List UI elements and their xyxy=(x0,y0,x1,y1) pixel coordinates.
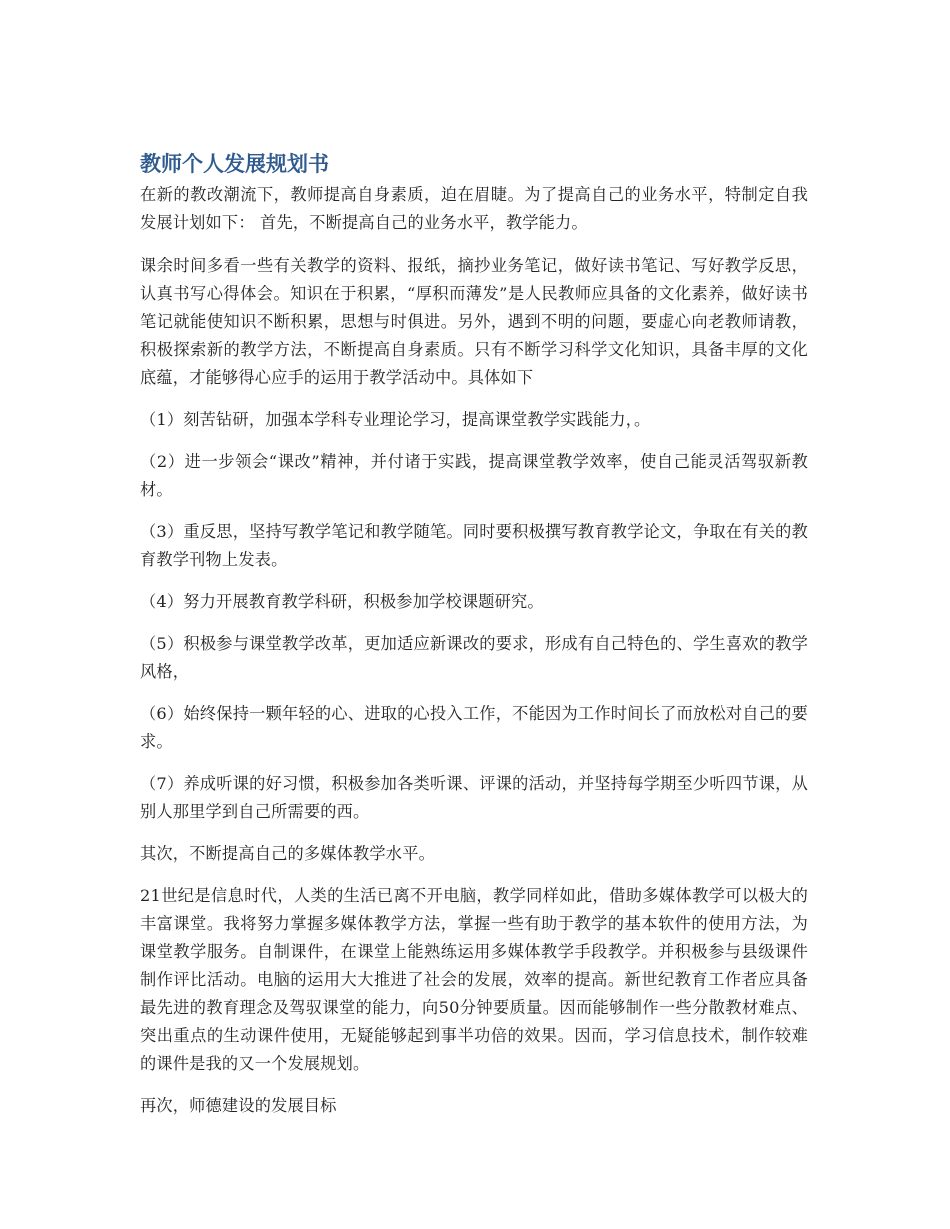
ethics-heading: 再次，师德建设的发展目标 xyxy=(140,1096,337,1115)
document-page xyxy=(140,150,808,1134)
list-item-1: （1）刻苦钻研，加强本学科专业理论学习，提高课堂教学实践能力，。 xyxy=(140,410,651,429)
list-item-7: （7）养成听课的好习惯，积极参加各类听课、评课的活动，并坚持每学期至少听四节课，从别人那里学到自己所需要的西。 xyxy=(140,774,808,821)
list-item-5: （5）积极参与课堂教学改革，更加适应新课改的要求，形成有自己特色的、学生喜欢的教学风格， xyxy=(140,634,808,681)
list-item-2: （2）进一步领会“课改”精神，并付诸于实践，提高课堂教学效率，使自己能灵活驾驭新教材。 xyxy=(140,452,808,499)
list-item-3: （3）重反思，坚持写教学笔记和教学随笔。同时要积极撰写教育教学论文，争取在有关的教育教学刊物上发表。 xyxy=(140,522,808,569)
document-title: 教师个人发展规划书 xyxy=(140,152,329,176)
multimedia-heading: 其次，不断提高自己的多媒体教学水平。 xyxy=(140,844,435,863)
list-item-6: （6）始终保持一颗年轻的心、进取的心投入工作，不能因为工作时间长了而放松对自己的要求。 xyxy=(140,704,808,751)
study-paragraph: 课余时间多看一些有关教学的资料、报纸，摘抄业务笔记，做好读书笔记、写好教学反思，认真书写心得体会。知识在于积累，“厚积而薄发”是人民教师应具备的文化素养，做好读书笔记就能使知识不断积累，思想与时俱进。另外，遇到不明的问题，要虚心向老教师请教，积极探索新的教学方法，不断提高自身素质。只有不断学习科学文化知识，具备丰厚的文化底蕴，才能够得心应手的运用于教学活动中。具体如下 xyxy=(140,256,808,387)
list-item-4: （4）努力开展教育教学科研，积极参加学校课题研究。 xyxy=(140,592,544,611)
multimedia-paragraph: 21世纪是信息时代，人类的生活已离不开电脑，教学同样如此，借助多媒体教学可以极大的丰富课堂。我将努力掌握多媒体教学方法，掌握一些有助于教学的基本软件的使用方法，为课堂教学服务。自制课件，在课堂上能熟练运用多媒体教学手段教学。并积极参与县级课件制作评比活动。电脑的运用大大推进了社会的发展，效率的提高。新世纪教育工作者应具备最先进的教育理念及驾驭课堂的能力，向50分钟要质量。因而能够制作一些分散教材难点、突出重点的生动课件使用，无疑能够起到事半功倍的效果。因而，学习信息技术，制作较难的课件是我的又一个发展规划。 xyxy=(140,886,808,1073)
intro-paragraph: 在新的教改潮流下，教师提高自身素质，迫在眉睫。为了提高自己的业务水平，特制定自我发展计划如下： 首先，不断提高自己的业务水平，教学能力。 xyxy=(140,185,808,232)
